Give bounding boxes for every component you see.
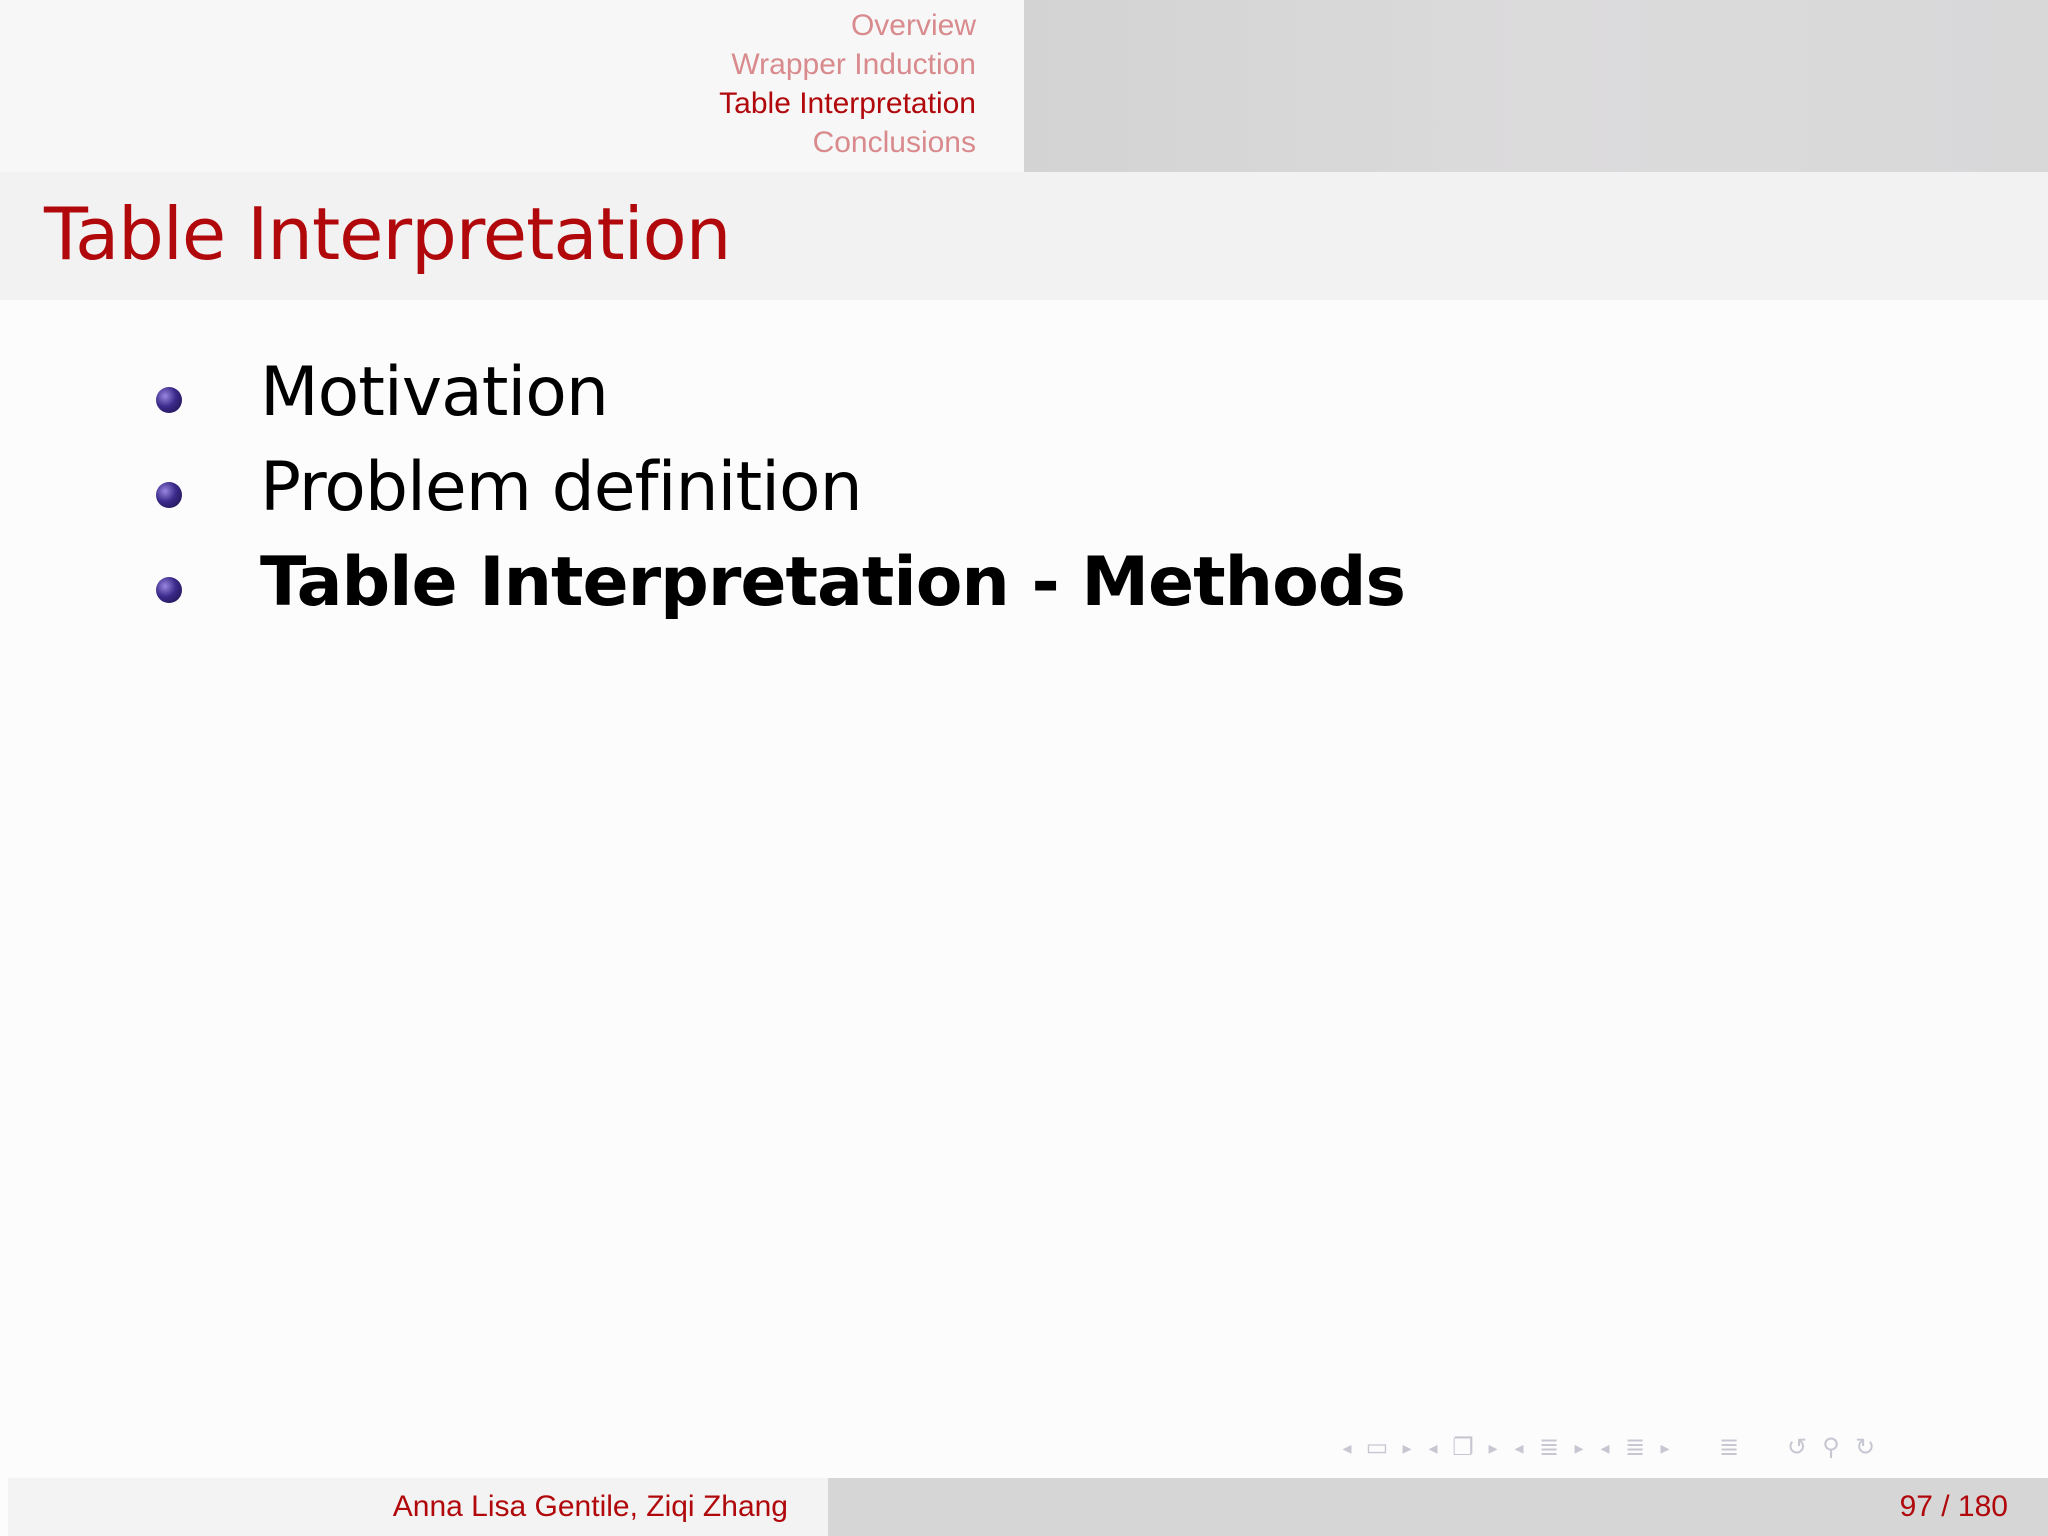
navigation-symbols (1334, 1430, 1882, 1466)
bullet-ball-icon (156, 387, 182, 413)
prev-frame-arrow-icon[interactable]: ◂ (1342, 1438, 1352, 1458)
footer-right-panel (828, 1478, 2048, 1536)
bullet-text: Problem definition (260, 448, 862, 527)
page-number: 97 / 180 (1899, 1490, 2008, 1523)
header-left-panel (0, 0, 1024, 172)
nav-section-wrapper-induction[interactable]: Wrapper Induction (731, 48, 976, 81)
next-document-arrow-icon[interactable]: ▸ (1660, 1438, 1670, 1458)
bullet-text: Table Interpretation - Methods (260, 543, 1405, 622)
document-icon[interactable]: ≣ (1624, 1434, 1646, 1461)
nav-section-overview[interactable]: Overview (850, 9, 976, 42)
next-frame-arrow-icon[interactable]: ▸ (1402, 1438, 1412, 1458)
bullet-ball-icon (156, 482, 182, 508)
next-subsection-arrow-icon[interactable]: ▸ (1488, 1438, 1498, 1458)
frame-title: Table Interpretation (44, 192, 731, 276)
section-icon[interactable]: ≣ (1538, 1434, 1560, 1461)
bullet-text: Motivation (260, 353, 608, 432)
align-icon[interactable]: ≣ (1718, 1434, 1740, 1461)
next-section-arrow-icon[interactable]: ▸ (1574, 1438, 1584, 1458)
header-right-panel (1024, 0, 2048, 172)
frame-title-bar (0, 172, 2048, 300)
footer-left-panel (8, 1478, 828, 1536)
frame-icon[interactable]: ▭ (1365, 1434, 1389, 1461)
footer-authors: Anna Lisa Gentile, Ziqi Zhang (392, 1490, 788, 1523)
subsection-icon[interactable]: ❐ (1452, 1434, 1474, 1461)
nav-section-table-interpretation[interactable]: Table Interpretation (719, 87, 976, 120)
nav-section-conclusions[interactable]: Conclusions (812, 126, 976, 159)
redo-icon[interactable]: ↻ (1854, 1434, 1876, 1461)
undo-icon[interactable]: ↺ (1786, 1434, 1808, 1461)
prev-document-arrow-icon[interactable]: ◂ (1600, 1438, 1610, 1458)
search-icon[interactable]: ⚲ (1822, 1434, 1840, 1461)
bullet-ball-icon (156, 577, 182, 603)
prev-subsection-arrow-icon[interactable]: ◂ (1428, 1438, 1438, 1458)
prev-section-arrow-icon[interactable]: ◂ (1514, 1438, 1524, 1458)
section-navigation (719, 0, 1024, 162)
